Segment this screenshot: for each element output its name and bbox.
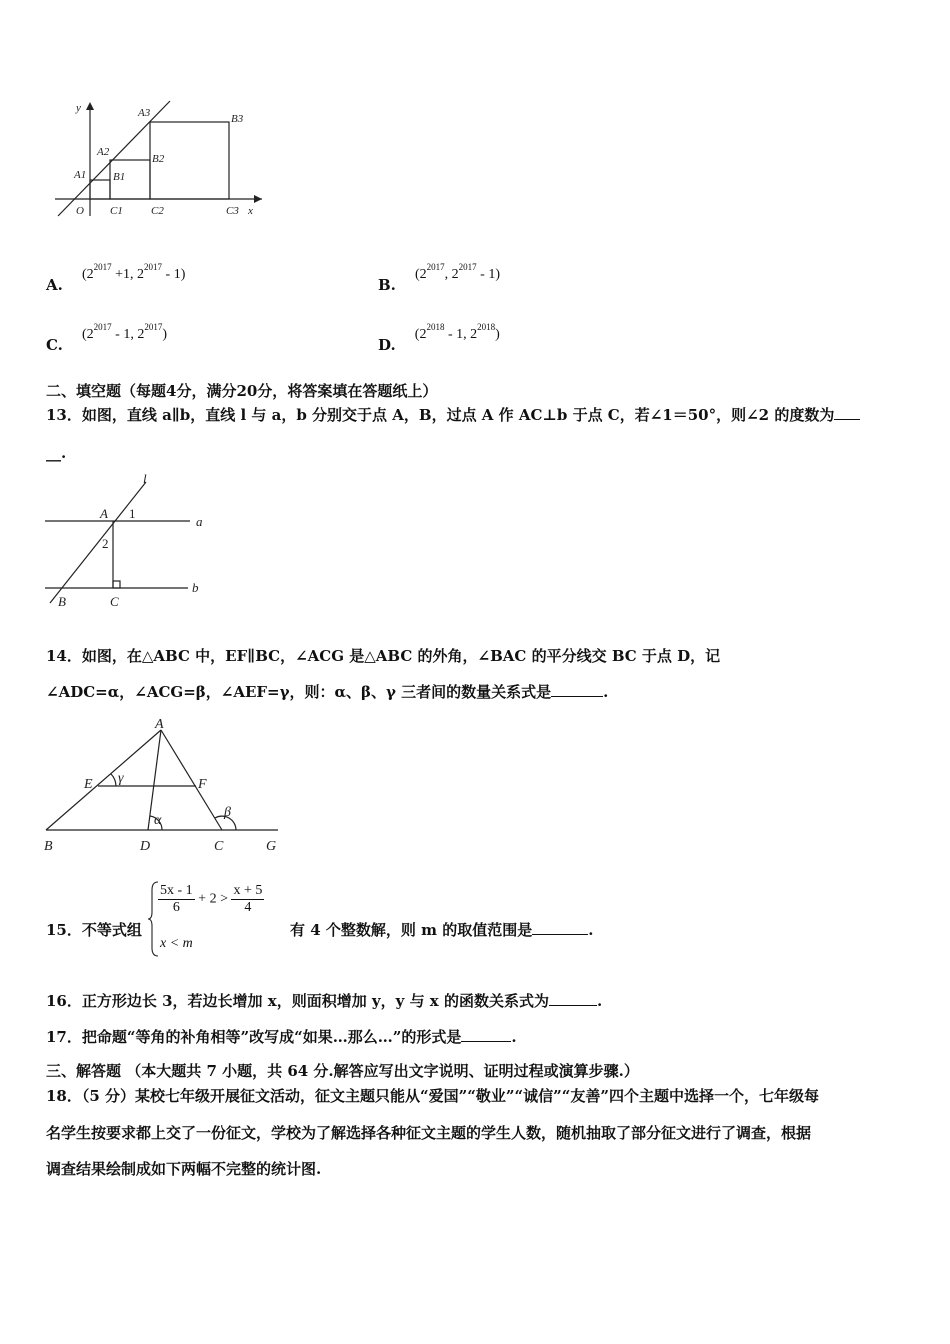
q17-text: 17．把命题“等角的补角相等”改写成“如果…那么…”的形式是 .	[46, 1028, 517, 1046]
label-angle-1: 1	[129, 506, 136, 521]
q14-line2: ∠ADC=α，∠ACG=β，∠AEF=γ，则：α、β、γ 三者间的数量关系式是 .	[46, 683, 609, 701]
q18-line2: 名学生按要求都上交了一份征文，学校为了解选择各种征文主题的学生人数，随机抽取了部分征文进行了调查，根据	[46, 1124, 812, 1142]
label-gamma: γ	[118, 771, 124, 786]
right-angle-mark	[113, 581, 120, 588]
label-y: y	[76, 102, 81, 114]
option-c: C. ($2^{2017} - 1$, $2^{2017}$)	[46, 322, 168, 354]
label-c1: C1	[110, 205, 123, 217]
section-3-title: 三、解答题 （本大题共 7 小题，共 64 分.解答应写出文字说明、证明过程或演算步骤.）	[46, 1062, 639, 1080]
label-c2: C2	[151, 205, 164, 217]
label-angle-2: 2	[102, 536, 109, 551]
arc-gamma	[111, 774, 116, 786]
option-a: A. ($2^{2017} +1$, $2^{2017} - 1$)	[46, 262, 186, 294]
label-point-b: B	[58, 594, 66, 609]
label-point-c: C	[110, 594, 119, 609]
side-ab	[46, 730, 161, 830]
label-alpha: α	[154, 813, 162, 828]
q13-text: 13．如图，直线 a∥b，直线 l 与 a，b 分别交于点 A，B，过点 A 作 AC⊥b 于点 C，若∠1＝50°，则∠2 的度数为	[46, 404, 860, 425]
q16-text: 16．正方形边长 3，若边长增加 x，则面积增加 y，y 与 x 的函数关系式为 .	[46, 992, 603, 1010]
label-point-a: A	[100, 506, 108, 521]
fraction-2: $\frac{x + 5}{4}$	[233, 883, 263, 915]
q18-line3: 调查结果绘制成如下两幅不完整的统计图.	[46, 1160, 322, 1178]
label-d: D	[140, 839, 151, 854]
label-beta: β	[224, 805, 231, 820]
line-l	[50, 482, 146, 603]
label-a: A	[155, 717, 164, 732]
label-a2: A2	[97, 146, 110, 158]
fraction-1: $\frac{5x - 1}{6}$	[160, 883, 193, 915]
option-d: D. ($2^{2018} - 1$, $2^{2018}$)	[378, 322, 500, 354]
x-arrow-icon	[254, 195, 262, 203]
q14-line1: 14．如图，在△ABC 中，EF∥BC，∠ACG 是△ABC 的外角，∠BAC 的平分线交 BC 于点 D，记	[46, 647, 721, 665]
q18-line1: 18．（5 分）某校七年级开展征文活动，征文主题只能从“爱国”“敬业”“诚信”“友善”四个主题中选择一个，七年级每	[46, 1087, 820, 1105]
label-a1: A1	[74, 169, 87, 181]
label-line-b: b	[192, 580, 199, 595]
label-c: C	[214, 839, 224, 854]
y-arrow-icon	[86, 102, 94, 110]
q12-figure	[50, 98, 280, 223]
label-x: x	[248, 205, 253, 217]
section-2-title: 二、填空题（每题4分，满分20分，将答案填在答题纸上）	[46, 382, 438, 400]
q15-row1: $\frac{5x - 1}{6}$ + 2 > $\frac{x + 5}{4}$	[160, 883, 263, 915]
side-ac	[161, 730, 222, 830]
label-g: G	[266, 839, 277, 854]
q14-figure	[40, 716, 290, 858]
q13-tail: __.	[46, 444, 67, 462]
label-b: B	[44, 839, 53, 854]
label-l: l	[143, 471, 147, 486]
option-b: B. ($2^{2017}$, $2^{2017} - 1$)	[378, 262, 500, 294]
label-line-a: a	[196, 514, 203, 529]
label-c3: C3	[226, 205, 239, 217]
label-b2: B2	[152, 153, 165, 165]
q13-figure	[40, 470, 220, 615]
q15-row2: x < m	[160, 936, 193, 951]
label-e: E	[84, 777, 93, 792]
label-o: O	[76, 205, 84, 217]
q15-suffix: 有 4 个整数解，则 m 的取值范围是 .	[290, 921, 594, 939]
label-a3: A3	[138, 107, 151, 119]
label-b1: B1	[113, 171, 126, 183]
square-1	[90, 180, 110, 199]
label-f: F	[198, 777, 207, 792]
label-b3: B3	[231, 113, 244, 125]
q15-prefix: 15．不等式组	[46, 921, 142, 939]
